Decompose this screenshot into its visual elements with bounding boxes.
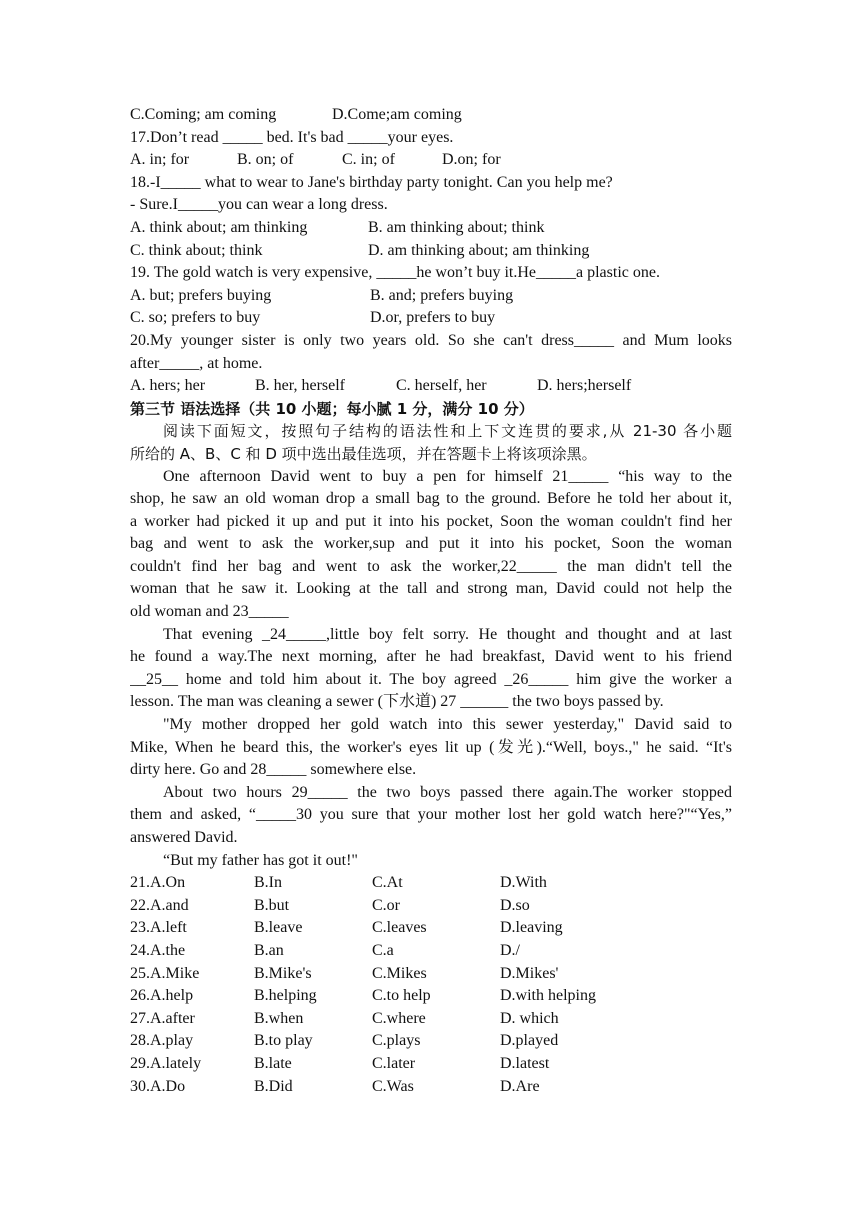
answer-option: D.With xyxy=(500,874,547,892)
answer-option: C.where xyxy=(372,1009,426,1027)
q19-stem: 19. The gold watch is very expensive, _____he won’t buy it.He_____a plastic one. xyxy=(130,264,660,282)
q18-options-cd xyxy=(130,240,732,263)
answer-options-table xyxy=(130,872,732,1098)
q18-option-b: B. am thinking about; think xyxy=(368,218,545,236)
answer-option: B.when xyxy=(254,1009,304,1027)
q18-stem-1: 18.-I_____ what to wear to Jane's birthday party tonight. Can you help me? xyxy=(130,173,613,191)
q20-option-c: C. herself, her xyxy=(396,377,487,395)
answer-option: B.In xyxy=(254,874,282,892)
answer-option: B.Mike's xyxy=(254,964,312,982)
q16-option-c: C.Coming; am coming xyxy=(130,106,277,123)
answer-option: D.with helping xyxy=(500,987,596,1005)
passage-line: he found a way.The next morning, after he had breakfast, David went to his friend xyxy=(130,648,732,666)
q18-option-c: C. think about; think xyxy=(130,241,263,259)
passage-line: "My mother dropped her gold watch into this sewer yesterday," David said to xyxy=(163,716,732,734)
q20-options xyxy=(130,375,732,398)
q20-option-a: A. hers; her xyxy=(130,377,206,395)
passage-line: lesson. The man was cleaning a sewer (下水道) 27 ______ the two boys passed by. xyxy=(130,693,664,711)
section-3-instruction-2: 所给的 A、B、C 和 D 项中选出最佳选项，并在答题卡上将该项涂黑。 xyxy=(130,444,597,463)
answer-option: D.Are xyxy=(500,1077,540,1095)
answer-option: C.a xyxy=(372,941,394,959)
passage-line: dirty here. Go and 28_____ somewhere else. xyxy=(130,761,417,779)
q17-option-a: A. in; for xyxy=(130,151,190,169)
passage-line: couldn't find her bag and went to ask the worker,22_____ the man didn't tell the xyxy=(130,557,732,575)
exam-page xyxy=(130,104,732,1098)
answer-option: C.or xyxy=(372,896,400,914)
answer-option: 23.A.left xyxy=(130,919,187,937)
q20-option-d: D. hers;herself xyxy=(537,377,632,395)
reading-passage xyxy=(130,466,732,873)
q16-options xyxy=(130,104,732,127)
q20-stem-1: 20.My younger sister is only two years old. So she can't dress_____ and Mum looks xyxy=(130,331,732,349)
answer-option: 22.A.and xyxy=(130,896,189,914)
answer-option: D.played xyxy=(500,1032,559,1050)
q17-option-d: D.on; for xyxy=(442,151,501,169)
answer-option: 21.A.On xyxy=(130,874,186,892)
passage-line: a worker had picked it up and put it into his pocket, Soon the woman couldn't find her xyxy=(130,512,732,530)
answer-option: B.leave xyxy=(254,919,303,937)
answer-option: 24.A.the xyxy=(130,941,186,959)
answer-option: C.leaves xyxy=(372,919,427,937)
q19-option-c: C. so; prefers to buy xyxy=(130,309,261,327)
q20-option-b: B. her, herself xyxy=(255,377,345,395)
q18-stem-2: - Sure.I_____you can wear a long dress. xyxy=(130,196,388,214)
passage-line: Mike, When he beard this, the worker's eyes lit up (发光).“Well, boys.," he said. “It's xyxy=(130,738,732,756)
q19-options-cd xyxy=(130,307,732,330)
answer-option: 27.A.after xyxy=(130,1009,195,1027)
answer-option: B.to play xyxy=(254,1032,313,1050)
passage-line: About two hours 29_____ the two boys passed there again.The worker stopped xyxy=(163,783,732,801)
answer-option: C.At xyxy=(372,874,403,892)
passage-line: answered David. xyxy=(130,829,238,846)
q20-stem-2: after_____, at home. xyxy=(130,354,263,372)
answer-option: B.an xyxy=(254,941,284,959)
answer-option: C.plays xyxy=(372,1032,421,1050)
answer-option: D. which xyxy=(500,1009,559,1027)
answer-option: C.Mikes xyxy=(372,964,427,982)
answer-option: 30.A.Do xyxy=(130,1077,186,1095)
q19-option-d: D.or, prefers to buy xyxy=(370,309,496,327)
q18-options-ab xyxy=(130,217,732,240)
passage-line: shop, he saw an old woman drop a small bag to the ground. Before he told her about it, xyxy=(130,490,732,508)
passage-line: One afternoon David went to buy a pen for himself 21_____ “his way to the xyxy=(163,467,732,485)
passage-line: woman that he saw it. Looking at the tall and strong man, David could not help the xyxy=(130,580,732,598)
q19-option-b: B. and; prefers buying xyxy=(370,286,514,304)
answer-option: D.leaving xyxy=(500,919,563,937)
answer-option: 26.A.help xyxy=(130,987,194,1005)
answer-option: C.later xyxy=(372,1054,416,1072)
answer-option: 28.A.play xyxy=(130,1032,194,1050)
answer-option: 25.A.Mike xyxy=(130,964,200,982)
passage-line: That evening _24_____,little boy felt sorry. He thought and thought and at last xyxy=(163,625,732,643)
answer-option: B.Did xyxy=(254,1077,293,1095)
q18-option-a: A. think about; am thinking xyxy=(130,218,308,236)
section-3-title: 第三节 语法选择（共 10 小题；每小腻 1 分，满分 10 分） xyxy=(130,399,534,418)
passage-line: them and asked, “_____30 you sure that your mother lost her gold watch here?"“Yes,” xyxy=(130,806,732,824)
q17-option-b: B. on; of xyxy=(237,151,294,169)
q19-options-ab xyxy=(130,285,732,308)
answer-option: C.to help xyxy=(372,987,431,1005)
q16-option-d: D.Come;am coming xyxy=(332,106,462,123)
passage-line: old woman and 23_____ xyxy=(130,603,289,621)
q18-option-d: D. am thinking about; am thinking xyxy=(368,241,590,259)
passage-line: bag and went to ask the worker,sup and put it into his pocket, Soon the woman xyxy=(130,535,732,553)
q17-option-c: C. in; of xyxy=(342,151,395,169)
section-3-instruction-1: 阅读下面短文，按照句子结构的语法性和上下文连贯的要求,从 21-30 各小题 xyxy=(163,422,732,441)
answer-option: D.latest xyxy=(500,1054,550,1072)
passage-line: “But my father has got it out!" xyxy=(163,851,358,869)
q19-option-a: A. but; prefers buying xyxy=(130,286,272,304)
answer-option: B.helping xyxy=(254,987,317,1005)
passage-line: __25__ home and told him about it. The boy agreed _26_____ him give the worker a xyxy=(130,670,732,688)
answer-option: B.but xyxy=(254,896,290,914)
answer-option: D./ xyxy=(500,941,520,959)
answer-option: B.late xyxy=(254,1054,292,1072)
q17-stem: 17.Don’t read _____ bed. It's bad _____your eyes. xyxy=(130,128,454,146)
q17-options xyxy=(130,149,732,172)
answer-option: C.Was xyxy=(372,1077,414,1095)
answer-option: D.so xyxy=(500,896,530,914)
answer-option: 29.A.lately xyxy=(130,1054,202,1072)
answer-option: D.Mikes' xyxy=(500,964,559,982)
